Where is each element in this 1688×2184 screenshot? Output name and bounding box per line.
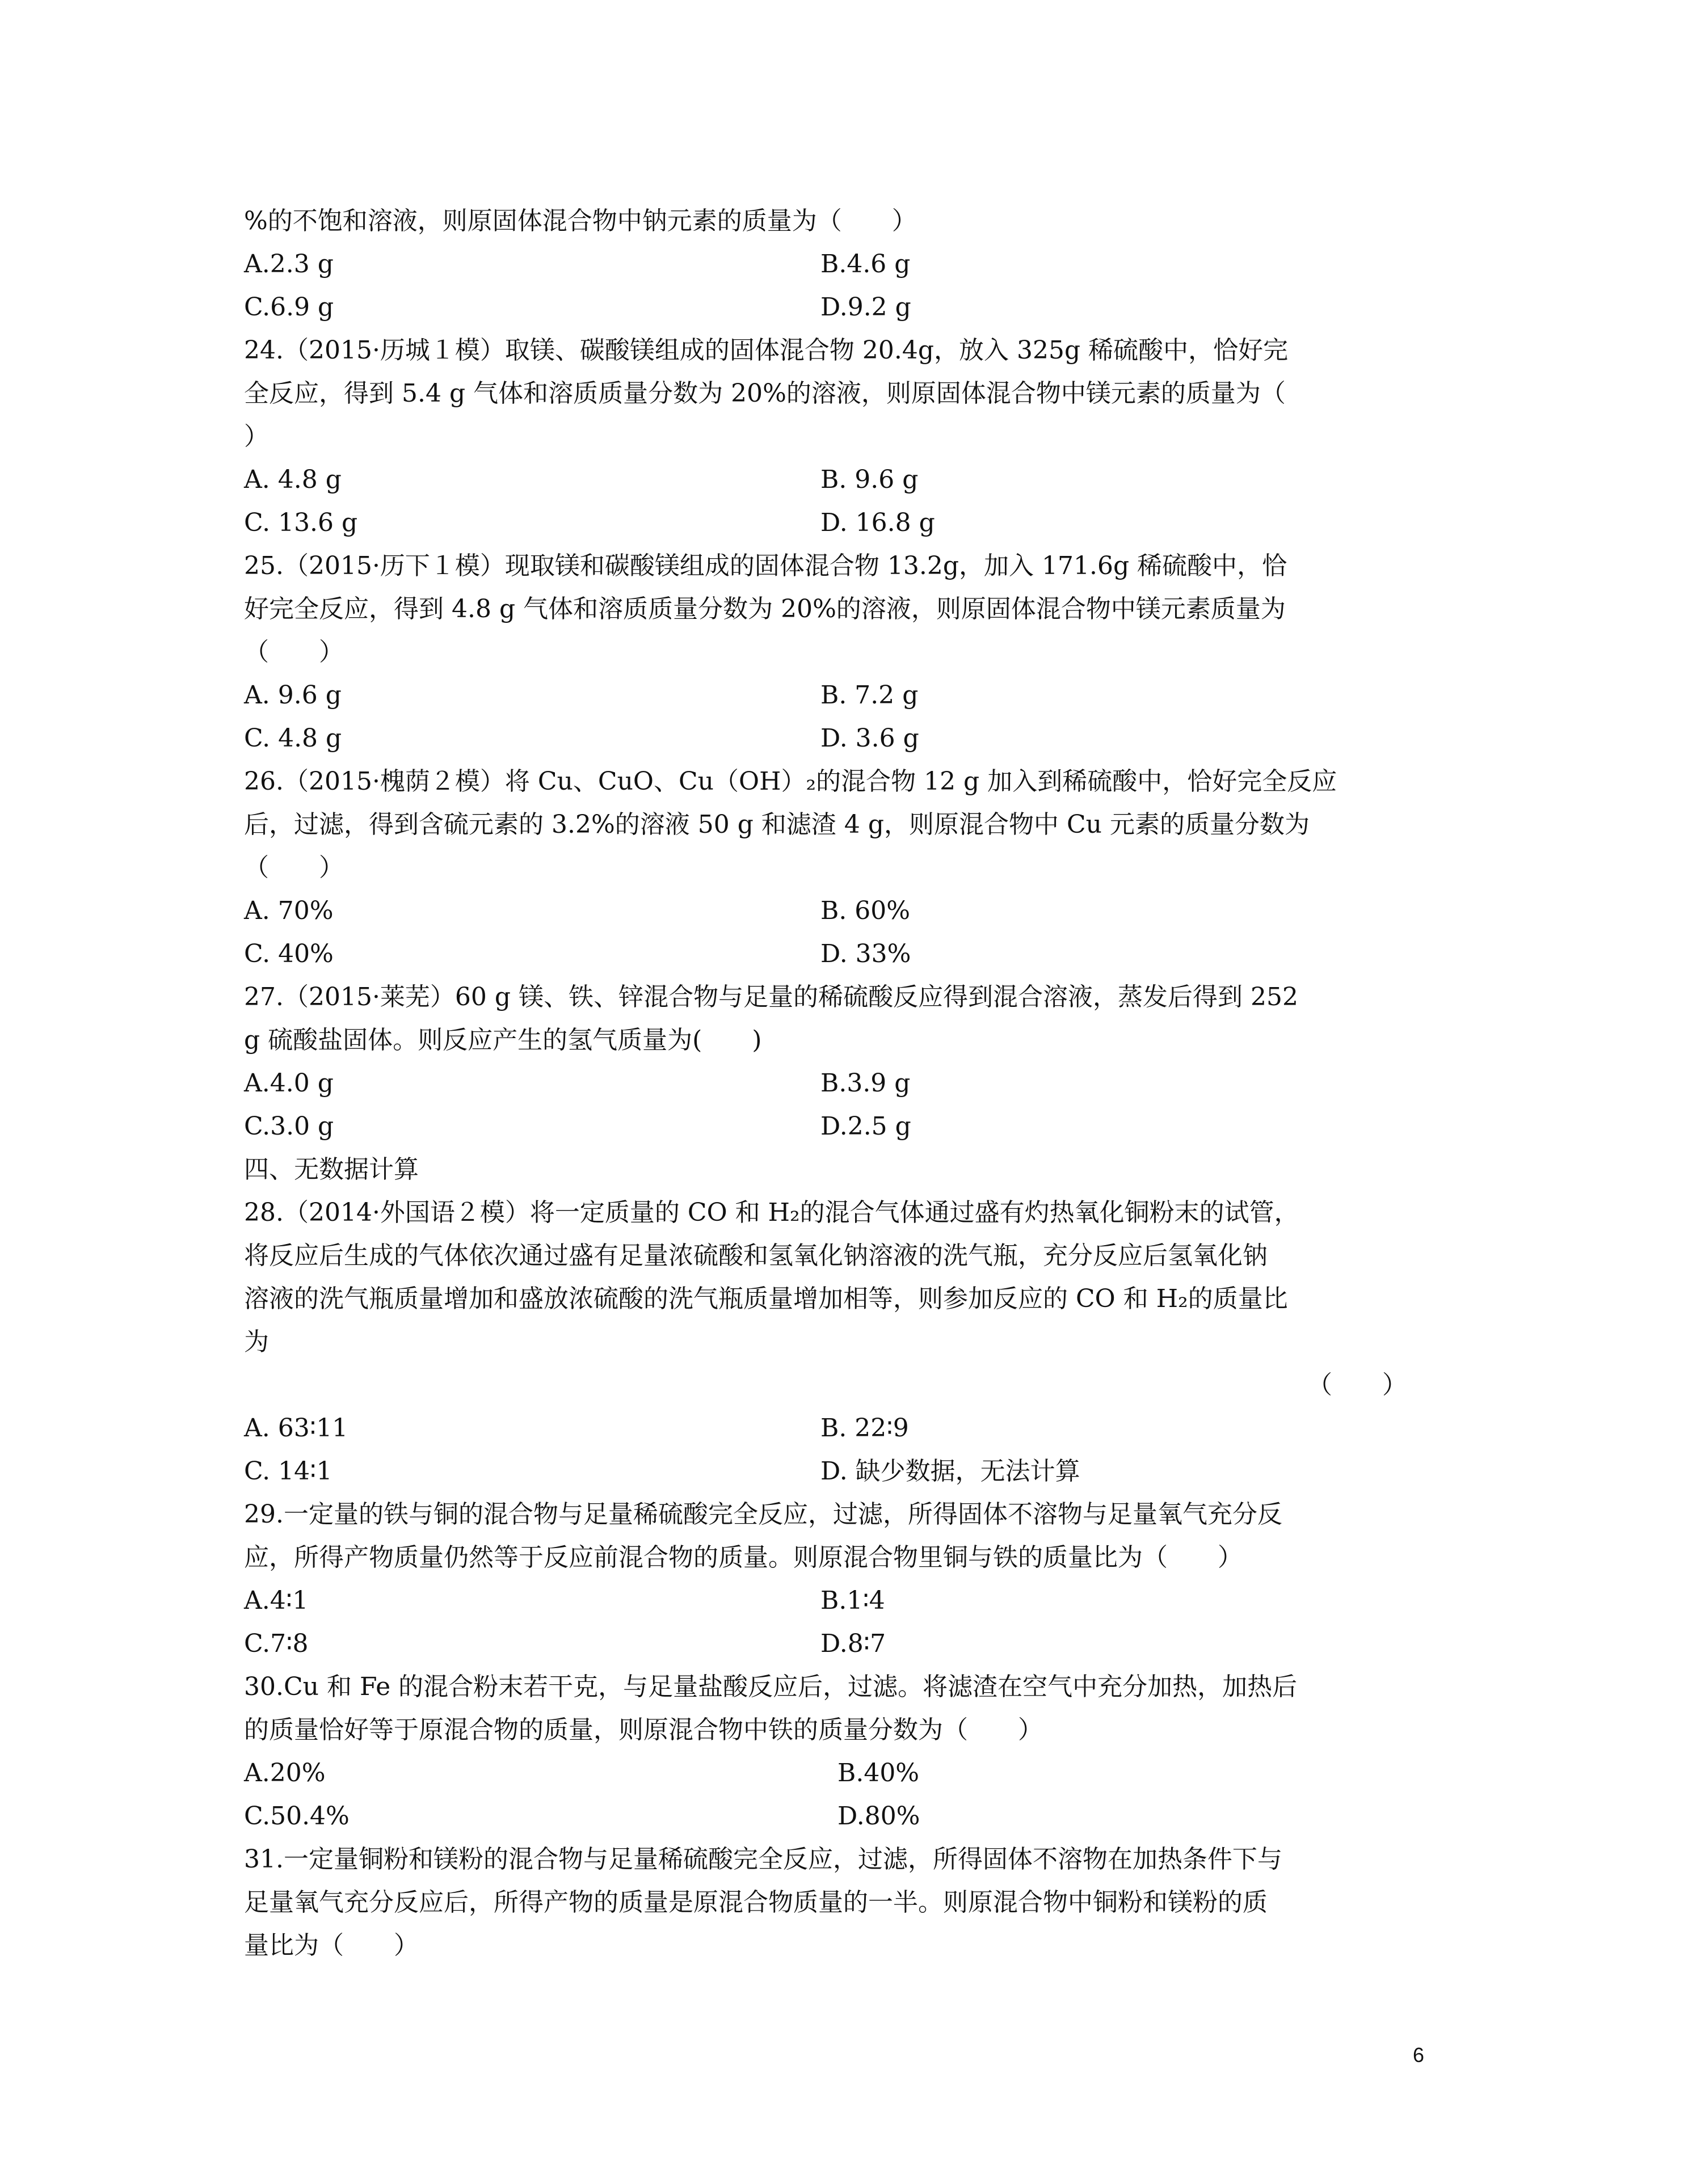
text-line: 足量氧气充分反应后，所得产物的质量是原混合物质量的一半。则原混合物中铜粉和镁粉的质 bbox=[244, 1888, 1268, 1917]
text-line: （ ） bbox=[244, 638, 344, 667]
text-line: 的质量恰好等于原混合物的质量，则原混合物中铁的质量分数为（ ） bbox=[244, 1715, 1043, 1744]
text-line: 将反应后生成的气体依次通过盛有足量浓硫酸和氢氧化钠溶液的洗气瓶，充分反应后氢氧化钠 bbox=[244, 1241, 1268, 1270]
option-left: A.2.3 g bbox=[244, 250, 334, 279]
option-right: B. 7.2 g bbox=[820, 681, 919, 710]
text-line: 29.一定量的铁与铜的混合物与足量稀硫酸完全反应，过滤，所得固体不溶物与足量氧气充分反 bbox=[244, 1500, 1282, 1529]
option-right: B.3.9 g bbox=[820, 1069, 911, 1098]
text-line: 26.（2015·槐荫２模）将 Cu、CuO、Cu（OH）₂的混合物 12 g 加入到稀硫酸中，恰好完全反应 bbox=[244, 767, 1337, 796]
option-right: B. 22∶9 bbox=[820, 1414, 909, 1443]
option-left: C.3.0 g bbox=[244, 1112, 334, 1141]
option-left: A.4.0 g bbox=[244, 1069, 334, 1098]
option-right: D.80% bbox=[837, 1802, 920, 1831]
text-line: %的不饱和溶液，则原固体混合物中钠元素的质量为（ ） bbox=[244, 206, 917, 235]
text-line: ） bbox=[244, 422, 269, 451]
document-body bbox=[244, 200, 1453, 1967]
option-row bbox=[244, 1062, 1453, 1105]
option-right: B.1∶4 bbox=[820, 1586, 885, 1615]
text-line: 好完全反应，得到 4.8 g 气体和溶质质量分数为 20%的溶液，则原固体混合物中镁元素质量为 bbox=[244, 595, 1286, 623]
text-line: 溶液的洗气瓶质量增加和盛放浓硫酸的洗气瓶质量增加相等，则参加反应的 CO 和 H₂的质量比 bbox=[244, 1284, 1288, 1313]
option-right: D. 3.6 g bbox=[820, 724, 919, 753]
option-left: C. 14∶1 bbox=[244, 1457, 332, 1486]
answer-bracket: （ ） bbox=[1307, 1371, 1407, 1399]
option-left: C.7∶8 bbox=[244, 1629, 309, 1658]
text-line: 应，所得产物质量仍然等于反应前混合物的质量。则原混合物里铜与铁的质量比为（ ） bbox=[244, 1543, 1243, 1572]
option-row bbox=[244, 674, 1453, 717]
option-right: D. 33% bbox=[820, 939, 911, 968]
option-left: A.4∶1 bbox=[244, 1586, 309, 1615]
text-line: 24.（2015·历城１模）取镁、碳酸镁组成的固体混合物 20.4g，放入 325g 稀硫酸中，恰好完 bbox=[244, 336, 1289, 365]
option-left: C. 4.8 g bbox=[244, 724, 342, 753]
page-number: 6 bbox=[1413, 2043, 1425, 2067]
option-right: D.8∶7 bbox=[820, 1629, 886, 1658]
option-left: A.20% bbox=[244, 1759, 326, 1787]
option-row bbox=[244, 1622, 1453, 1666]
option-right: B.4.6 g bbox=[820, 250, 911, 279]
option-left: A. 9.6 g bbox=[244, 681, 342, 710]
text-line: 25.（2015·历下１模）现取镁和碳酸镁组成的固体混合物 13.2g，加入 171.6g 稀硫酸中，恰 bbox=[244, 551, 1287, 580]
text-line: 27.（2015·莱芜）60 g 镁、铁、锌混合物与足量的稀硫酸反应得到混合溶液，蒸发后得到 252 bbox=[244, 983, 1299, 1011]
option-row bbox=[244, 889, 1453, 933]
text-line: 四、无数据计算 bbox=[244, 1155, 419, 1184]
option-right: B. 60% bbox=[820, 896, 911, 925]
text-line: 为 bbox=[244, 1327, 269, 1356]
option-row bbox=[244, 501, 1453, 545]
text-line: 31.一定量铜粉和镁粉的混合物与足量稀硫酸完全反应，过滤，所得固体不溶物在加热条件下与 bbox=[244, 1845, 1282, 1874]
text-line: 全反应，得到 5.4 g 气体和溶质质量分数为 20%的溶液，则原固体混合物中镁元素的质量为（ bbox=[244, 379, 1286, 408]
option-row bbox=[244, 717, 1453, 760]
option-left: C. 13.6 g bbox=[244, 508, 358, 537]
option-row bbox=[244, 1407, 1453, 1450]
option-left: C. 40% bbox=[244, 939, 334, 968]
option-row bbox=[244, 1450, 1453, 1493]
option-right: D.9.2 g bbox=[820, 293, 911, 322]
option-left: C.6.9 g bbox=[244, 293, 334, 322]
option-row bbox=[244, 933, 1453, 976]
option-right: B.40% bbox=[837, 1759, 920, 1787]
option-right: D. 16.8 g bbox=[820, 508, 935, 537]
text-line: g 硫酸盐固体。则反应产生的氢气质量为( ) bbox=[244, 1026, 762, 1055]
text-line: （ ） bbox=[244, 853, 344, 882]
option-row bbox=[244, 458, 1453, 501]
option-row bbox=[244, 1105, 1453, 1148]
text-line: 28.（2014·外国语２模）将一定质量的 CO 和 H₂的混合气体通过盛有灼热氧化铜粉末的试管， bbox=[244, 1198, 1299, 1227]
option-left: A. 70% bbox=[244, 896, 334, 925]
option-row bbox=[244, 1579, 1453, 1622]
option-left: C.50.4% bbox=[244, 1802, 350, 1831]
text-line: 30.Cu 和 Fe 的混合粉末若干克，与足量盐酸反应后，过滤。将滤渣在空气中充分加热，加热后 bbox=[244, 1672, 1298, 1701]
option-row bbox=[244, 1795, 1453, 1838]
option-right: D. 缺少数据，无法计算 bbox=[820, 1457, 1080, 1486]
option-right: D.2.5 g bbox=[820, 1112, 911, 1141]
option-left: A. 63∶11 bbox=[244, 1414, 348, 1443]
option-row bbox=[244, 243, 1453, 286]
option-row bbox=[244, 286, 1453, 329]
text-line: 后，过滤，得到含硫元素的 3.2%的溶液 50 g 和滤渣 4 g，则原混合物中 Cu 元素的质量分数为 bbox=[244, 810, 1310, 839]
option-left: A. 4.8 g bbox=[244, 465, 342, 494]
option-row bbox=[244, 1752, 1453, 1795]
option-right: B. 9.6 g bbox=[820, 465, 919, 494]
text-line: 量比为（ ） bbox=[244, 1931, 419, 1960]
